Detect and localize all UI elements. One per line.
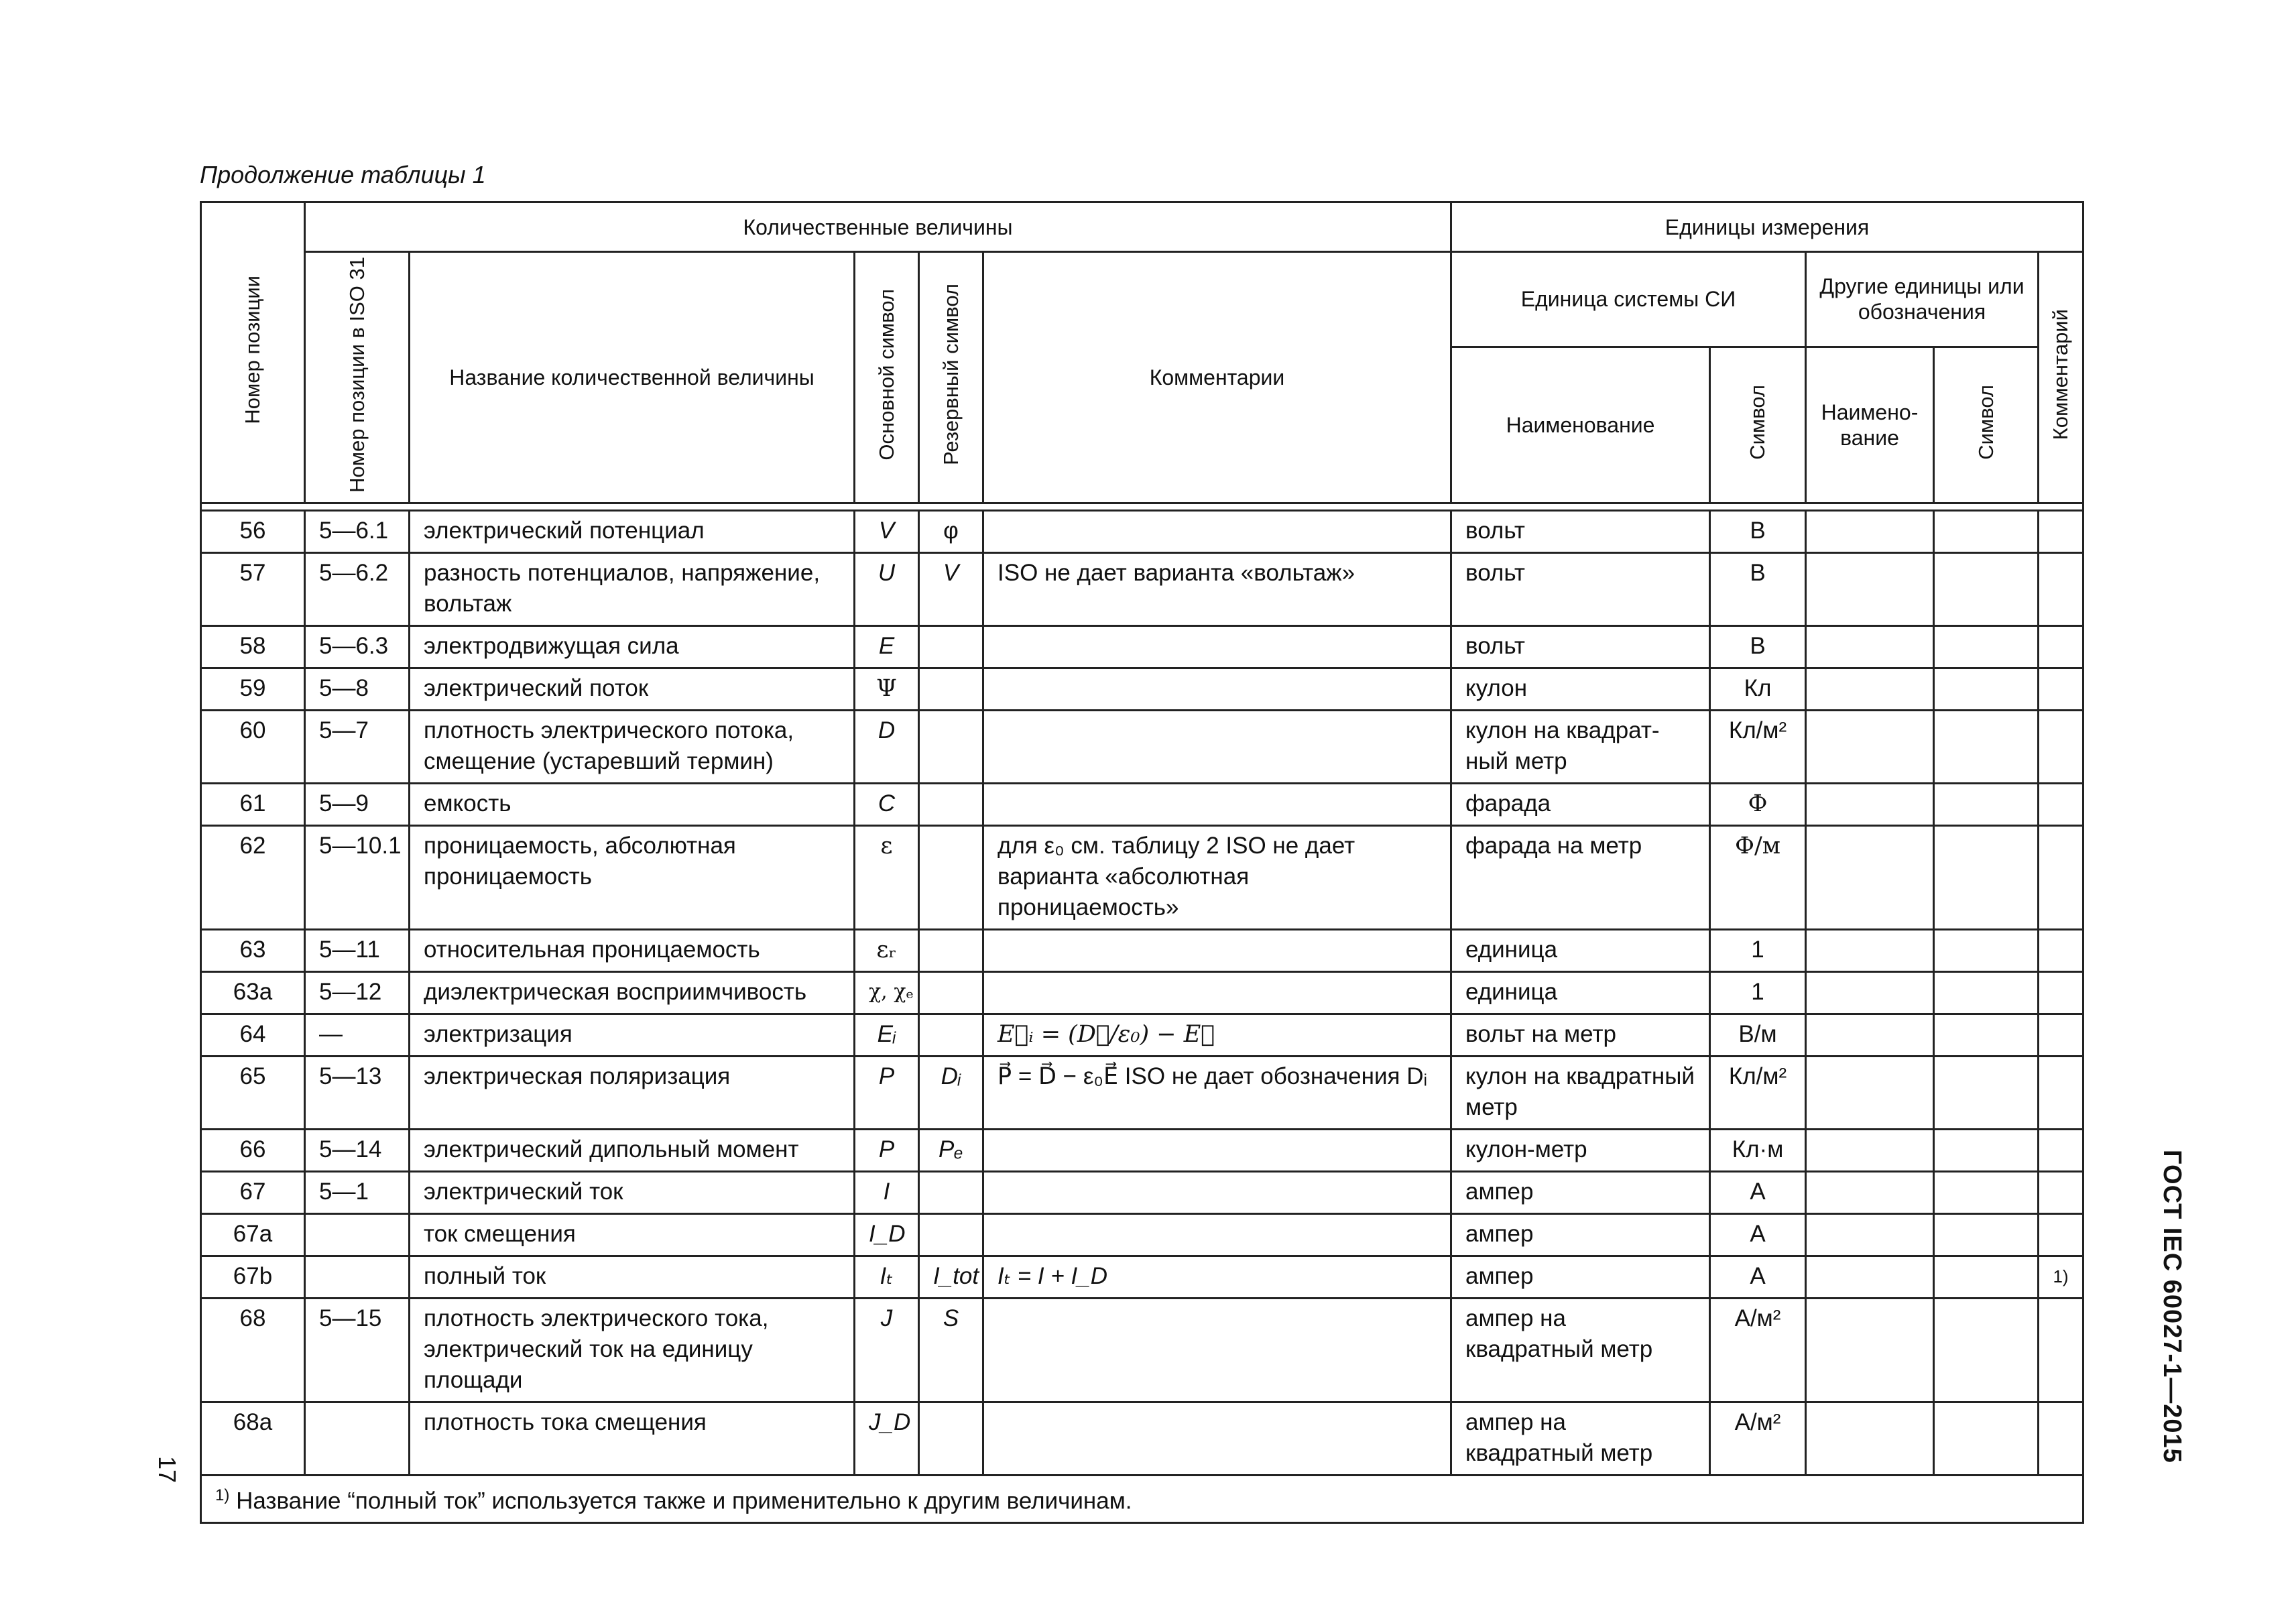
- table-row: 67 5—1 электрический ток I ампер А: [201, 1171, 2083, 1213]
- header-group-quantities: Количественные величины: [305, 202, 1451, 252]
- footnote-row: [201, 1475, 2083, 1523]
- header-comment-unit: Комментарий: [2039, 252, 2083, 503]
- table-row: 67b полный ток Iₜ I_tot Iₜ = I + I_D ампер А 1): [201, 1256, 2083, 1298]
- footnote-reference: 1): [2039, 1256, 2083, 1298]
- header-pos-number: Номер позиции: [201, 202, 305, 503]
- header-comments: Комментарии: [983, 252, 1451, 503]
- table-row: 59 5—8 электрический поток Ψ кулон Кл: [201, 668, 2083, 710]
- table-row: 64 — электризация Eᵢ E⃗ᵢ = (D⃗/ε₀) − E⃗ вольт на метр В/м: [201, 1014, 2083, 1056]
- footnote: [201, 1475, 2083, 1523]
- table-row: 58 5—6.3 электродвижущая сила E вольт В: [201, 625, 2083, 668]
- table-row: 56 5—6.1 электрический потенциал V φ вольт В: [201, 510, 2083, 552]
- table-row: 68a плотность тока смещения J_D ампер на квадратный метр А/м²: [201, 1402, 2083, 1475]
- header-other-units: Другие единицы или обозначения: [1806, 252, 2039, 347]
- table-row: 65 5—13 электрическая поляризация P Dᵢ P⃗ = D⃗ − ε₀E⃗ ISO не дает обозначения Dᵢ кулон на квадратный метр Кл/м²: [201, 1056, 2083, 1129]
- header-reserve-symbol: Резервный символ: [919, 252, 983, 503]
- header-separator: [201, 503, 2083, 510]
- header-other-symbol: Символ: [1934, 347, 2039, 503]
- table-caption: Продолжение таблицы 1: [200, 161, 486, 188]
- table-row: 68 5—15 плотность электрического тока, электрический ток на единицу площади J S ампер на квадратный метр А/м²: [201, 1298, 2083, 1402]
- header-main-symbol: Основной символ: [855, 252, 919, 503]
- document-title: ГОСТ IEC 60027-1—2015: [2158, 1150, 2186, 1463]
- header-other-name: Наимено-вание: [1806, 347, 1934, 503]
- table-row: 63 5—11 относительная проницаемость εᵣ единица 1: [201, 929, 2083, 971]
- table-row: 63a 5—12 диэлектрическая восприимчивость χ, χₑ единица 1: [201, 971, 2083, 1014]
- header-si-unit: Единица системы СИ: [1451, 252, 1806, 347]
- header-si-symbol: Символ: [1710, 347, 1806, 503]
- table-row: 62 5—10.1 проницаемость, абсолютная проницаемость ε для ε₀ см. таблицу 2 ISO не дает варианта «абсолютная проницаемость» фарада на метр Ф/м: [201, 825, 2083, 929]
- table-row: 57 5—6.2 разность потенциалов, напряжение, вольтаж U V ISO не дает варианта «вольтаж» вольт В: [201, 552, 2083, 625]
- table-row: 67a ток смещения I_D ампер А: [201, 1213, 2083, 1256]
- header-group-units: Единицы измерения: [1451, 202, 2083, 252]
- footnote-text: Название “полный ток” используется также и применительно к другим величинам.: [236, 1488, 1132, 1514]
- header-iso-number: Номер позиции в ISO 31: [305, 252, 410, 503]
- header-si-name: Наименование: [1451, 347, 1710, 503]
- page-number: 17: [154, 1456, 181, 1484]
- table-row: 60 5—7 плотность электрического потока, смещение (устаревший термин) D кулон на квадрат-ный метр Кл/м²: [201, 710, 2083, 783]
- table-row: 61 5—9 емкость C фарада Ф: [201, 783, 2083, 825]
- header-name: Название количественной величины: [410, 252, 855, 503]
- quantities-table: [200, 201, 2084, 1524]
- footnote-mark: 1): [215, 1486, 230, 1504]
- table-row: 66 5—14 электрический дипольный момент P Pₑ кулон-метр Кл·м: [201, 1129, 2083, 1171]
